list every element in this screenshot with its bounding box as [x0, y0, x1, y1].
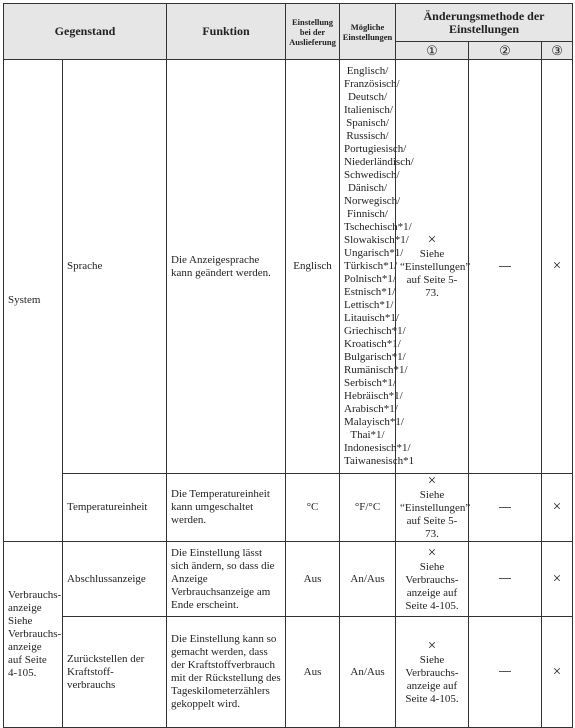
default-end-display: Aus — [286, 542, 340, 617]
method1-language — [396, 60, 469, 474]
options-temperature: °F/°C — [340, 474, 396, 542]
method2-end-display — [469, 542, 542, 617]
method1-end-display — [396, 542, 469, 617]
default-temperature: °C — [286, 474, 340, 542]
method2-reset — [469, 617, 542, 728]
method2-temperature — [469, 474, 542, 542]
item-temperature: Temperatureinheit — [63, 474, 167, 542]
settings-table — [3, 3, 573, 728]
dash-icon — [499, 578, 511, 579]
table-row-temperature — [4, 474, 573, 542]
group-system: System — [4, 60, 63, 542]
function-language: Die Anzeigesprache kann geändert werden. — [167, 60, 286, 474]
dash-icon — [499, 507, 511, 508]
options-end-display: An/Aus — [340, 542, 396, 617]
header-method-2: ② — [469, 42, 542, 60]
options-reset: An/Aus — [340, 617, 396, 728]
function-reset: Die Einstellung kann so gemacht werden, dass der Kraftstoffverbrauch mit der Rückstellung des Tageskilometerzählers gekoppelt wird. — [167, 617, 286, 728]
table-row-language — [4, 60, 573, 474]
cross-mark-icon: × — [427, 473, 437, 489]
table-row-end-display — [4, 542, 573, 617]
item-reset: Zurückstellen der Kraftstoff-verbrauchs — [63, 617, 167, 728]
options-language: Englisch/ Französisch/ Deutsch/ Italienisch/ Spanisch/ Russisch/ Portugiesisch/ Niederländisch/ Schwedisch/ Dänisch/ Norwegisch/ Finnisch/ Tschechisch*1/ Slowakisch*1/ Ungarisch*1/ Türkisch*1/ Polnisch*1/ Estnisch*1/ Lettisch*1/ Litauisch*1/ Griechisch*1/ Kroatisch*1/ Bulgarisch*1/ Rumänisch*1/ Serbisch*1/ Hebräisch*1/ Arabisch*1/ Malayisch*1/ Thai*1/ Indonesisch*1/ Taiwanesisch*1 — [340, 60, 396, 474]
group-consumption: Verbrauchs-anzeige Siehe Verbrauchs-anzeige auf Seite 4-105. — [4, 542, 63, 728]
item-language: Sprache — [63, 60, 167, 474]
method3-language — [542, 60, 573, 474]
method1-note: Siehe “Einstellungen” auf Seite 5-73. — [400, 248, 471, 299]
cross-mark-icon: × — [427, 544, 437, 561]
method1-note: Siehe Verbrauchs-anzeige auf Seite 4-105. — [405, 653, 459, 705]
dash-icon — [499, 671, 511, 672]
cross-mark-icon: × — [552, 663, 562, 680]
table-row-reset — [4, 617, 573, 728]
method1-temperature — [396, 474, 469, 542]
header-methods: Änderungsmethode der Einstellungen — [396, 4, 573, 42]
dash-icon — [499, 266, 511, 267]
method1-reset — [396, 617, 469, 728]
cross-mark-icon: × — [552, 499, 562, 515]
item-end-display: Abschlussanzeige — [63, 542, 167, 617]
method3-temperature — [542, 474, 573, 542]
header-default: Einstellung bei der Auslieferung — [286, 4, 340, 60]
method2-language — [469, 60, 542, 474]
function-end-display: Die Einstellung lässt sich ändern, so dass die Anzeige Verbrauchsanzeige am Ende erscheint. — [167, 542, 286, 617]
header-method-3: ③ — [542, 42, 573, 60]
cross-mark-icon: × — [552, 570, 562, 587]
method1-note: Siehe “Einstellungen” auf Seite 5-73. — [400, 489, 471, 540]
default-reset: Aus — [286, 617, 340, 728]
header-item: Gegenstand — [4, 4, 167, 60]
header-method-1: ① — [396, 42, 469, 60]
default-language: Englisch — [286, 60, 340, 474]
cross-mark-icon: × — [427, 232, 437, 248]
header-options: Mögliche Einstellungen — [340, 4, 396, 60]
cross-mark-icon: × — [552, 258, 562, 274]
function-temperature: Die Temperatureinheit kann umgeschaltet werden. — [167, 474, 286, 542]
method1-note: Siehe Verbrauchs-anzeige auf Seite 4-105. — [405, 560, 459, 612]
header-function: Funktion — [167, 4, 286, 60]
method3-reset — [542, 617, 573, 728]
cross-mark-icon: × — [427, 637, 437, 654]
method3-end-display — [542, 542, 573, 617]
